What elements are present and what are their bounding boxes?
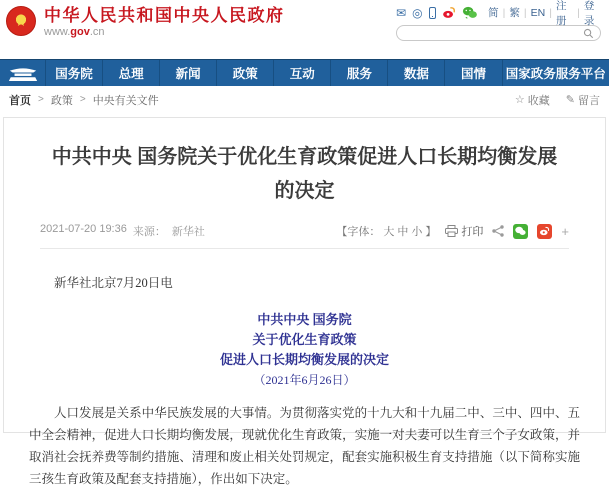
tiananmen-icon bbox=[7, 65, 39, 82]
register-link[interactable]: 注册 bbox=[556, 0, 573, 28]
breadcrumb-separator: > bbox=[38, 94, 44, 105]
weibo-icon[interactable] bbox=[442, 6, 456, 19]
font-size-label-close: 】 bbox=[425, 223, 436, 239]
font-size-control bbox=[336, 223, 436, 239]
doc-heading-line-3: 促进人口长期均衡发展的决定 bbox=[29, 350, 580, 370]
font-size-large[interactable]: 大 bbox=[383, 223, 394, 239]
share-weibo-button[interactable] bbox=[537, 224, 552, 239]
body-paragraph: 人口发展是关系中华民族发展的大事情。为贯彻落实党的十九大和十九届二中、三中、四中、五中全会精神，促进人口长期均衡发展，现就优化生育政策，实施一对夫妻可以生育三个子女政策，并取消社会抚养费等制约措施、清理和废止相关处罚规定，配套实施积极生育支持措施（以下简称实施三孩生育政策及配套支持措施），作出如下决定。 bbox=[29, 402, 580, 490]
font-size-small[interactable]: 小 bbox=[411, 223, 422, 239]
mail-icon[interactable]: ✉ bbox=[396, 7, 406, 19]
nav-item-premier[interactable]: 总理 bbox=[103, 60, 160, 86]
site-url bbox=[44, 26, 285, 39]
breadcrumb-bar bbox=[0, 86, 609, 113]
nav-item-national-conditions[interactable]: 国情 bbox=[445, 60, 502, 86]
breadcrumb-home[interactable]: 首页 bbox=[9, 92, 31, 108]
nav-item-news[interactable]: 新闻 bbox=[160, 60, 217, 86]
nav-item-data[interactable]: 数据 bbox=[388, 60, 445, 86]
print-button[interactable] bbox=[445, 223, 483, 239]
breadcrumb bbox=[9, 92, 159, 108]
breadcrumb-actions bbox=[515, 92, 600, 108]
site-url-www: www. bbox=[44, 26, 70, 38]
font-size-label-open: 【字体： bbox=[336, 223, 380, 239]
link-divider: | bbox=[549, 7, 552, 19]
article-card bbox=[3, 117, 606, 433]
breadcrumb-policy[interactable]: 政策 bbox=[51, 92, 73, 108]
nav-item-gov-service-platform[interactable]: 国家政务服务平台 bbox=[503, 60, 609, 86]
dateline: 新华社北京7月20日电 bbox=[29, 272, 580, 294]
site-url-cn: .cn bbox=[90, 26, 105, 38]
nav-item-services[interactable]: 服务 bbox=[331, 60, 388, 86]
share-icon[interactable] bbox=[492, 225, 504, 237]
wechat-icon[interactable] bbox=[462, 6, 478, 19]
link-divider: | bbox=[524, 7, 527, 19]
nav-item-policy[interactable]: 政策 bbox=[217, 60, 274, 86]
site-url-gov: gov bbox=[70, 26, 90, 38]
link-divider: | bbox=[503, 7, 506, 19]
source-label: 来源： bbox=[133, 223, 166, 239]
nav-home-tiananmen-icon[interactable] bbox=[0, 60, 46, 86]
site-brand[interactable] bbox=[6, 5, 285, 59]
lang-simplified[interactable]: 简 bbox=[488, 5, 499, 20]
message-label: 留言 bbox=[578, 92, 600, 108]
search-icon[interactable] bbox=[583, 28, 594, 39]
main-nav bbox=[0, 59, 609, 86]
print-label: 打印 bbox=[461, 223, 483, 239]
doc-date: （2021年6月26日） bbox=[29, 370, 580, 390]
article-title: 中共中央 国务院关于优化生育政策促进人口长期均衡发展的决定 bbox=[42, 140, 567, 208]
source-value[interactable]: 新华社 bbox=[172, 223, 205, 239]
mobile-app-icon[interactable] bbox=[429, 7, 437, 19]
login-link[interactable]: 登录 bbox=[584, 0, 601, 28]
wechat-share-icon bbox=[515, 226, 526, 236]
printer-icon bbox=[445, 225, 458, 237]
article-body bbox=[29, 272, 580, 490]
brand-text bbox=[44, 5, 285, 59]
publish-datetime: 2021-07-20 19:36 bbox=[40, 223, 127, 239]
site-header bbox=[0, 0, 609, 59]
accessibility-icon[interactable]: ◎ bbox=[412, 7, 422, 19]
header-quick-links bbox=[396, 5, 601, 20]
breadcrumb-central-documents[interactable]: 中央有关文件 bbox=[93, 92, 159, 108]
lang-links bbox=[488, 0, 601, 28]
message-button[interactable] bbox=[566, 92, 600, 108]
star-icon: ☆ bbox=[515, 93, 525, 106]
font-size-medium[interactable]: 中 bbox=[397, 223, 408, 239]
lang-traditional[interactable]: 繁 bbox=[509, 5, 520, 20]
search-input[interactable] bbox=[403, 27, 583, 39]
favorite-button[interactable] bbox=[515, 92, 550, 108]
national-emblem-icon bbox=[6, 6, 36, 36]
lang-english[interactable]: EN bbox=[531, 7, 546, 19]
nav-item-interaction[interactable]: 互动 bbox=[274, 60, 331, 86]
link-divider: | bbox=[577, 7, 580, 19]
nav-item-state-council[interactable]: 国务院 bbox=[46, 60, 103, 86]
article-meta-right bbox=[336, 223, 569, 239]
share-wechat-button[interactable] bbox=[513, 224, 528, 239]
header-right bbox=[396, 5, 601, 59]
doc-heading-line-1: 中共中央 国务院 bbox=[29, 310, 580, 330]
breadcrumb-separator: > bbox=[80, 94, 86, 105]
emblem-star-glyph: ★ bbox=[15, 15, 27, 28]
article-meta-left bbox=[40, 223, 205, 239]
pencil-icon: ✎ bbox=[566, 93, 575, 106]
meta-divider bbox=[40, 248, 569, 249]
favorite-label: 收藏 bbox=[528, 92, 550, 108]
weibo-share-icon bbox=[539, 226, 550, 236]
share-more-button[interactable]: + bbox=[561, 224, 569, 239]
site-search-box[interactable] bbox=[396, 25, 601, 41]
article-meta-row bbox=[40, 223, 569, 239]
site-name: 中华人民共和国中央人民政府 bbox=[44, 6, 285, 25]
doc-heading-line-2: 关于优化生育政策 bbox=[29, 330, 580, 350]
